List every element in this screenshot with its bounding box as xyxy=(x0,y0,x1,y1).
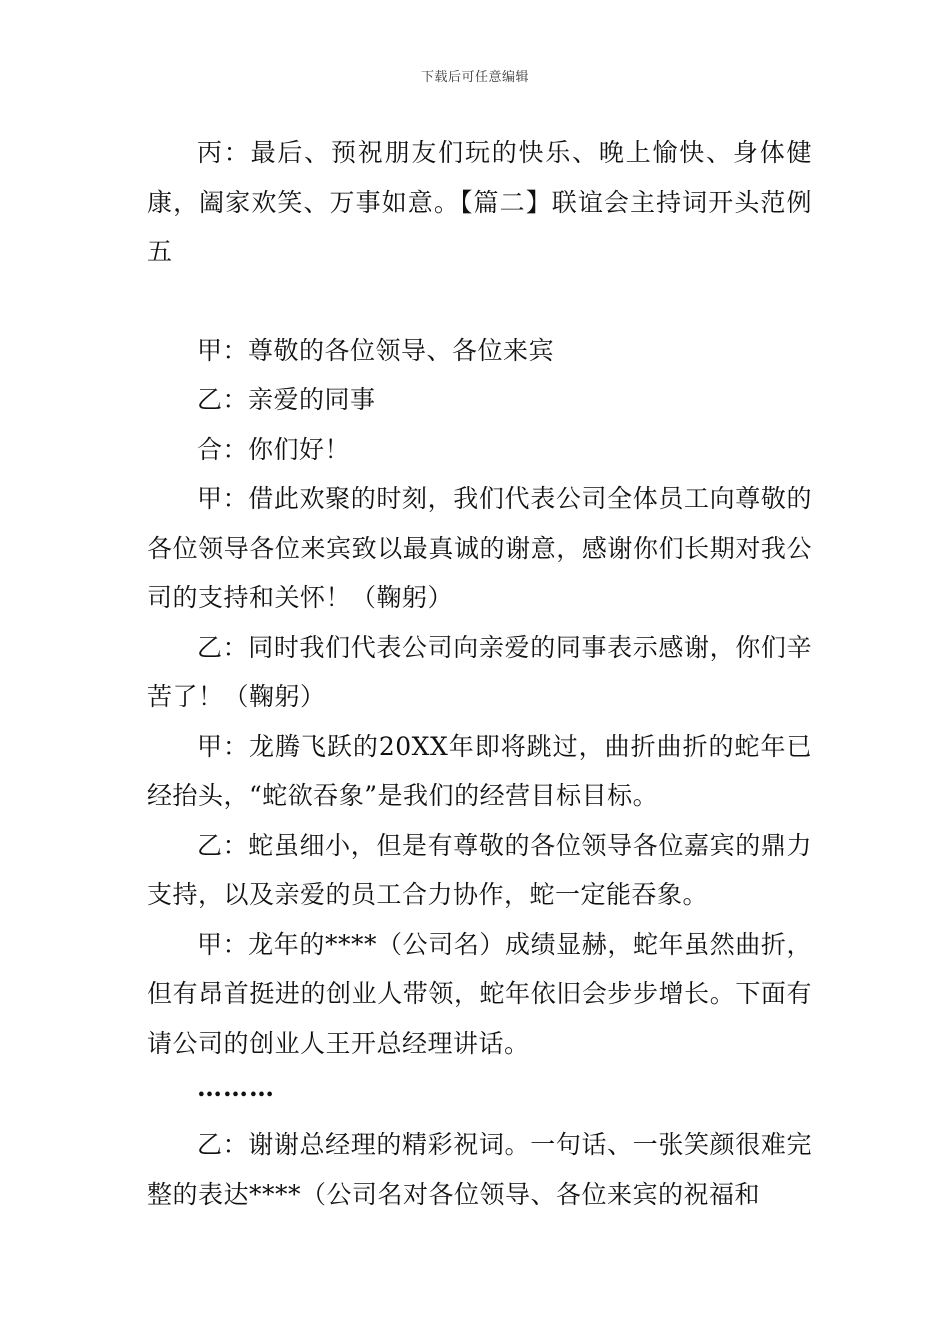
document-body xyxy=(147,128,812,1219)
paragraph-company-achievement: 甲：龙年的****（公司名）成绩显赫，蛇年虽然曲折，但有昂首挺进的创业人带领，蛇年依旧会步步增长。下面有请公司的创业人王开总经理讲话。 xyxy=(147,929,812,1058)
ellipsis-line: ……… xyxy=(197,1073,275,1102)
page-header: 下载后可任意编辑 xyxy=(420,70,529,85)
paragraph-snake-year: 乙：蛇虽细小，但是有尊敬的各位领导各位嘉宾的鼎力支持，以及亲爱的员工合力协作，蛇一定能吞象。 xyxy=(147,830,812,909)
paragraph-closing-wishes: 丙：最后、预祝朋友们玩的快乐、晚上愉快、身体健康，阖家欢笑、万事如意。【篇二】联谊会主持词开头范例五 xyxy=(147,138,812,266)
paragraph-spacer xyxy=(147,277,812,326)
paragraph-greeting-together: 合：你们好！ xyxy=(197,434,351,464)
paragraph-new-year: 甲：龙腾飞跃的20XX年即将跳过，曲折曲折的蛇年已经抬头，“蛇欲吞象”是我们的经营目标目标。 xyxy=(147,731,812,810)
paragraph-greeting-leaders: 甲：尊敬的各位领导、各位来宾 xyxy=(197,335,555,365)
paragraph-thanks-manager: 乙：谢谢总经理的精彩祝词。一句话、一张笑颜很难完整的表达****（公司名对各位领导、各位来宾的祝福和 xyxy=(147,1130,812,1209)
paragraph-thanks-leaders: 甲：借此欢聚的时刻，我们代表公司全体员工向尊敬的各位领导各位来宾致以最真诚的谢意，感谢你们长期对我公司的支持和关怀！（鞠躬） xyxy=(147,484,812,612)
paragraph-thanks-colleagues: 乙：同时我们代表公司向亲爱的同事表示感谢，你们辛苦了！（鞠躬） xyxy=(147,632,812,711)
paragraph-greeting-colleagues: 乙：亲爱的同事 xyxy=(197,385,376,414)
